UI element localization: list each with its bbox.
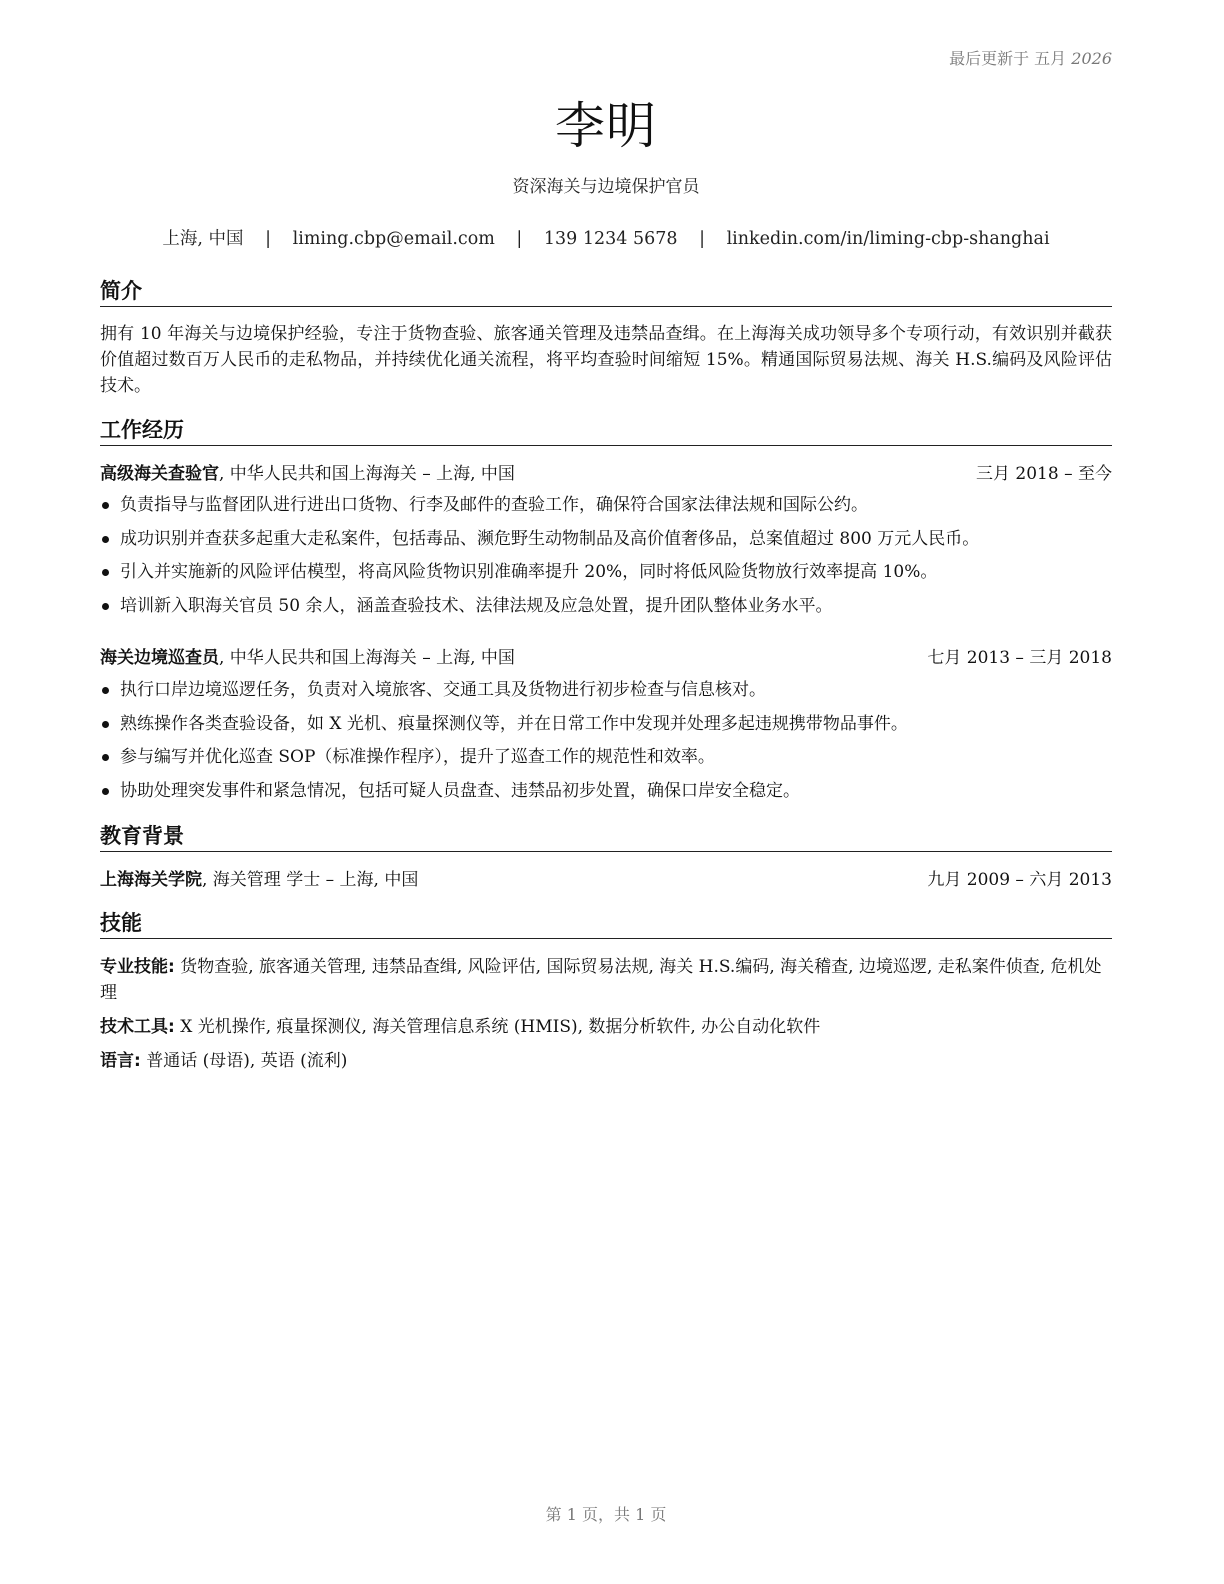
job-role: 海关边境巡查员 — [100, 648, 219, 668]
bullet-icon — [102, 788, 109, 795]
bullet-item — [100, 712, 1112, 746]
bullet-item — [100, 745, 1112, 779]
bullet-item — [100, 527, 1112, 561]
bullet-icon — [102, 502, 109, 509]
job-org: , 中华人民共和国上海海关 – 上海, 中国 — [219, 648, 515, 668]
job-header — [100, 646, 1112, 670]
candidate-name: 李明 — [555, 97, 657, 155]
bullet-text: 参与编写并优化巡查 SOP（标准操作程序），提升了巡查工作的规范性和效率。 — [120, 747, 715, 767]
skills-languages — [100, 1048, 1112, 1074]
skills-languages-label: 语言: — [100, 1051, 141, 1071]
last-updated — [949, 46, 1112, 69]
section-title-education: 教育背景 — [100, 823, 1112, 852]
contact-phone: 139 1234 5678 — [543, 229, 678, 249]
skills-tools-label: 技术工具: — [100, 1017, 175, 1037]
skills-tools — [100, 1014, 1112, 1040]
bullet-text: 熟练操作各类查验设备，如 X 光机、痕量探测仪等，并在日常工作中发现并处理多起违规携带物品事件。 — [120, 713, 908, 734]
last-updated-year: 2026 — [1071, 49, 1112, 68]
job-header — [100, 462, 1112, 486]
bullet-text: 培训新入职海关官员 50 余人，涵盖查验技术、法律法规及应急处置，提升团队整体业务水平。 — [120, 595, 833, 616]
bullet-icon — [102, 569, 109, 576]
skills-professional-label: 专业技能: — [100, 957, 175, 977]
skills-tools-text: X 光机操作, 痕量探测仪, 海关管理信息系统 (HMIS), 数据分析软件, 办公自动化软件 — [174, 1017, 821, 1037]
education-school: 上海海关学院 — [100, 870, 202, 890]
job-bullets — [100, 493, 1112, 627]
bullet-text: 执行口岸边境巡逻任务，负责对入境旅客、交通工具及货物进行初步检查与信息核对。 — [120, 680, 766, 700]
summary-text: 拥有 10 年海关与边境保护经验，专注于货物查验、旅客通关管理及违禁品查缉。在上海海关成功领导多个专项行动，有效识别并截获价值超过数百万人民币的走私物品，并持续优化通关流程，将平均查验时间缩短 15%。精通国际贸易法规、海关 H.S.编码及风险评估技术。 — [100, 324, 1112, 396]
bullet-item — [100, 560, 1112, 594]
job-role: 高级海关查验官 — [100, 464, 219, 484]
bullet-text: 负责指导与监督团队进行进出口货物、行李及邮件的查验工作，确保符合国家法律法规和国际公约。 — [120, 495, 868, 515]
contact-linkedin[interactable]: linkedin.com/in/liming-cbp-shanghai — [726, 229, 1050, 249]
skills-languages-text: 普通话 (母语), 英语 (流利) — [140, 1051, 348, 1071]
bullet-icon — [102, 687, 109, 694]
job-org: , 中华人民共和国上海海关 – 上海, 中国 — [219, 464, 515, 484]
job-date: 七月 2013 – 三月 2018 — [927, 648, 1112, 668]
page-number: 第 1 页，共 1 页 — [545, 1505, 667, 1524]
contact-separator: | — [265, 229, 272, 249]
candidate-title: 资深海关与边境保护官员 — [512, 177, 700, 197]
bullet-text: 协助处理突发事件和紧急情况，包括可疑人员盘查、违禁品初步处置，确保口岸安全稳定。 — [120, 780, 800, 801]
bullet-icon — [102, 754, 109, 761]
contact-email[interactable]: liming.cbp@email.com — [292, 229, 495, 249]
bullet-item — [100, 594, 1112, 628]
resume-page — [100, 0, 1112, 1584]
job-bullets — [100, 678, 1112, 812]
education-entry — [100, 868, 1112, 892]
bullet-icon — [102, 536, 109, 543]
bullet-text: 引入并实施新的风险评估模型，将高风险货物识别准确率提升 20%，同时将低风险货物放行效率提高 10%。 — [120, 562, 938, 582]
section-title-summary: 简介 — [100, 278, 1112, 307]
education-date: 九月 2009 – 六月 2013 — [927, 870, 1112, 890]
contact-separator: | — [699, 229, 705, 249]
job-date: 三月 2018 – 至今 — [976, 464, 1112, 484]
contact-line — [100, 225, 1112, 250]
section-title-skills: 技能 — [100, 910, 1112, 939]
bullet-item — [100, 678, 1112, 712]
education-detail: , 海关管理 学士 – 上海, 中国 — [202, 870, 419, 890]
contact-separator: | — [516, 229, 523, 249]
bullet-item — [100, 493, 1112, 527]
last-updated-label: 最后更新于 五月 — [949, 49, 1067, 68]
section-title-experience: 工作经历 — [100, 417, 1112, 446]
skills-professional — [100, 954, 1112, 1006]
bullet-item — [100, 779, 1112, 813]
contact-location: 上海, 中国 — [162, 229, 244, 249]
bullet-icon — [102, 603, 109, 610]
bullet-text: 成功识别并查获多起重大走私案件，包括毒品、濒危野生动物制品及高价值奢侈品，总案值超过 800 万元人民币。 — [120, 528, 980, 549]
bullet-icon — [102, 721, 109, 728]
skills-professional-text: 货物查验, 旅客通关管理, 违禁品查缉, 风险评估, 国际贸易法规, 海关 H.S.编码, 海关稽查, 边境巡逻, 走私案件侦查, 危机处理 — [100, 957, 1102, 1003]
